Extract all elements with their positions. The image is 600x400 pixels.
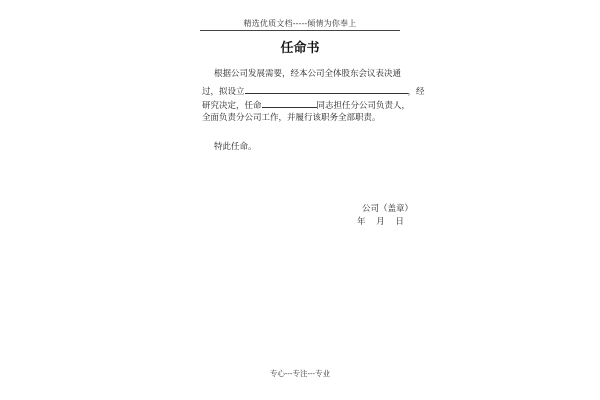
paragraph-text-3a: 研究决定，任命: [202, 101, 262, 111]
appointee-name-blank: [262, 98, 317, 108]
header-divider: [200, 30, 400, 31]
paragraph-text-2b: ，经: [407, 87, 425, 97]
closing-statement: 特此任命。: [214, 142, 257, 152]
paragraph-text-3b: 同志担任分公司负责人，: [316, 101, 411, 111]
paragraph-line-2: [202, 84, 425, 98]
document-title: 任命书: [280, 41, 320, 56]
paragraph-line-4: [202, 112, 381, 124]
paragraph-text-4: 全面负责分公司工作，并履行该职务全部职责。: [202, 113, 381, 123]
branch-name-blank: [245, 84, 408, 94]
page-header: 精选优质文档-----倾情为你奉上: [243, 19, 357, 28]
page-footer: 专心---专注---专业: [269, 369, 331, 378]
date-line: 年 月 日: [357, 217, 404, 227]
paragraph-text-2a: 过，拟设立: [202, 87, 245, 97]
paragraph-line-1: [214, 68, 401, 80]
company-seal-label: 公司（盖章）: [362, 204, 414, 214]
paragraph-text-1: 根据公司发展需要，经本公司全体股东会议表决通: [214, 69, 402, 79]
paragraph-line-3: [202, 98, 410, 112]
